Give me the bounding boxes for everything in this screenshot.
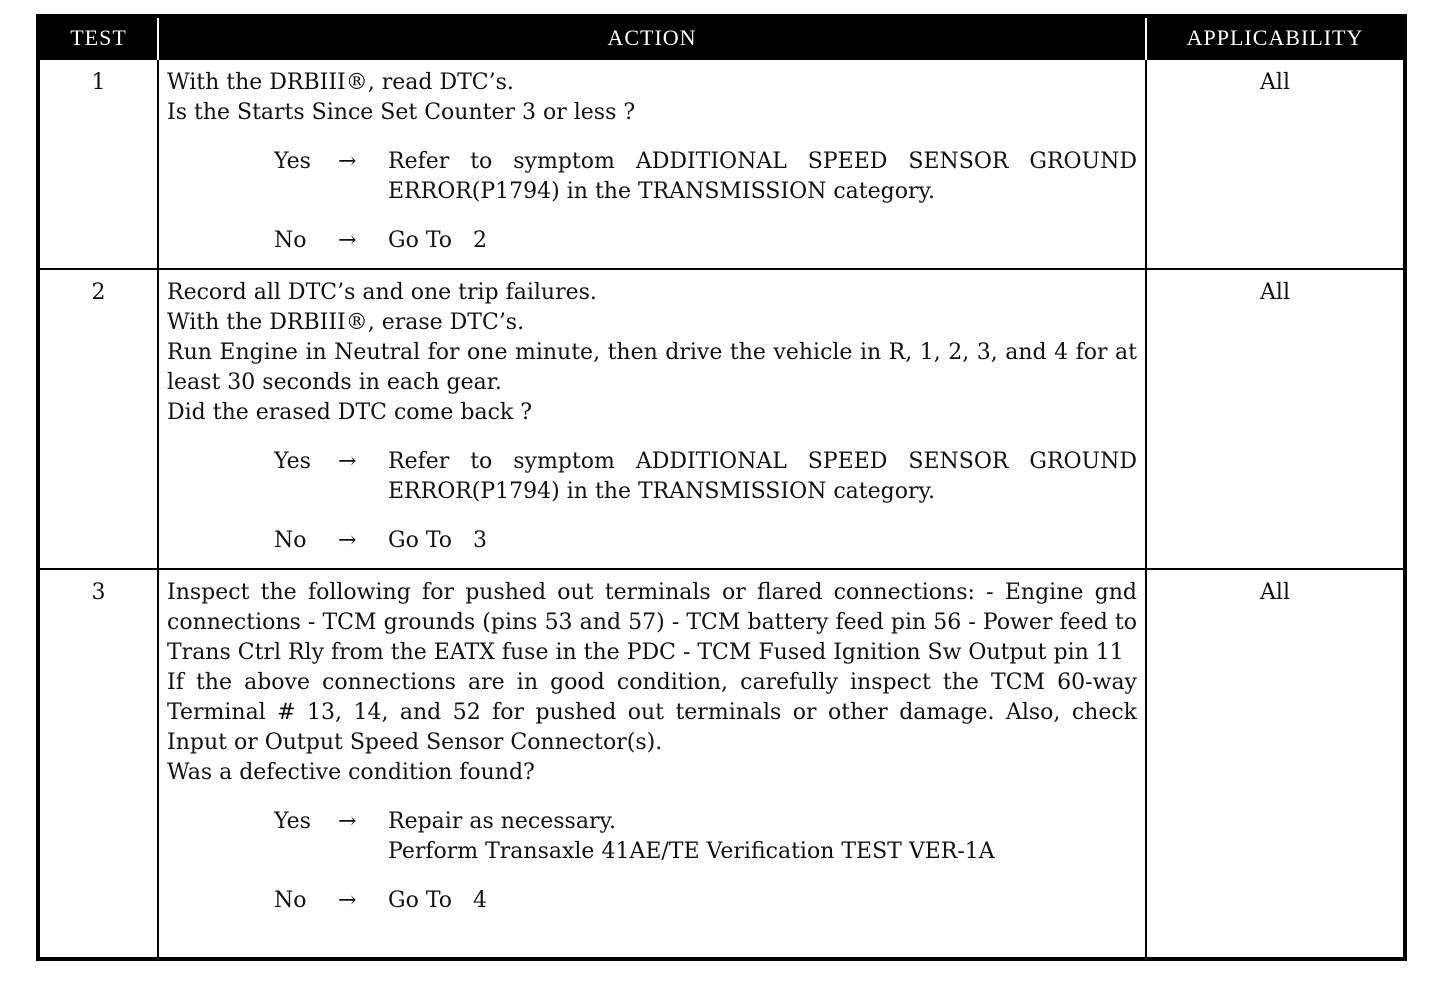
outcome-line: Refer to symptom ADDITIONAL SPEED SENSOR GROUND ERROR(P1794) in the TRANSMISSION category. bbox=[388, 149, 1137, 204]
test-number: 3 bbox=[38, 569, 158, 959]
header-action: ACTION bbox=[158, 16, 1146, 59]
test-number: 1 bbox=[38, 59, 158, 269]
no-label: No bbox=[274, 888, 307, 913]
action-cell bbox=[158, 269, 1146, 569]
action-line: Did the erased DTC come back ? bbox=[167, 400, 533, 425]
applicability-value: All bbox=[1146, 59, 1405, 269]
action-text bbox=[167, 68, 1137, 128]
yes-outcome bbox=[388, 807, 1137, 867]
arrow-right-icon: → bbox=[338, 449, 357, 474]
yes-result bbox=[274, 147, 1137, 207]
header-test: TEST bbox=[38, 16, 158, 59]
action-text bbox=[167, 578, 1137, 788]
applicability-value: All bbox=[1146, 569, 1405, 959]
yes-label: Yes bbox=[274, 149, 311, 174]
action-line: Run Engine in Neutral for one minute, then drive the vehicle in R, 1, 2, 3, and 4 for at least 30 seconds in each gear. bbox=[167, 340, 1137, 395]
arrow-right-icon: → bbox=[338, 149, 357, 174]
action-line: Inspect the following for pushed out terminals or flared connections: - Engine gnd connections - TCM grounds (pins 53 and 57) - TCM battery feed pin 56 - Power feed to Trans Ctrl Rly from the EATX fuse in the PDC - TCM Fused Ignition Sw Output pin 11 bbox=[167, 580, 1137, 665]
action-cell bbox=[158, 59, 1146, 269]
yes-label: Yes bbox=[274, 449, 311, 474]
yes-result bbox=[274, 807, 1137, 867]
action-line: Was a defective condition found? bbox=[167, 760, 535, 785]
test-number: 2 bbox=[38, 269, 158, 569]
outcome-line: Go To 3 bbox=[388, 528, 487, 553]
no-result bbox=[274, 226, 1137, 256]
arrow-right-icon: → bbox=[338, 888, 357, 913]
yes-label: Yes bbox=[274, 809, 311, 834]
no-result bbox=[274, 526, 1137, 556]
action-text bbox=[167, 278, 1137, 428]
no-outcome bbox=[388, 526, 1137, 556]
table-row bbox=[38, 569, 1405, 959]
applicability-value: All bbox=[1146, 269, 1405, 569]
outcome-line: Repair as necessary. bbox=[388, 809, 616, 834]
action-cell bbox=[158, 569, 1146, 959]
yes-result bbox=[274, 447, 1137, 507]
action-line: With the DRBIII®, erase DTC’s. bbox=[167, 310, 525, 335]
action-line: Record all DTC’s and one trip failures. bbox=[167, 280, 597, 305]
arrow-right-icon: → bbox=[338, 528, 357, 553]
table-row bbox=[38, 59, 1405, 269]
action-line: With the DRBIII®, read DTC’s. bbox=[167, 70, 514, 95]
arrow-right-icon: → bbox=[338, 809, 357, 834]
no-outcome bbox=[388, 226, 1137, 256]
outcome-line: Refer to symptom ADDITIONAL SPEED SENSOR GROUND ERROR(P1794) in the TRANSMISSION category. bbox=[388, 449, 1137, 504]
yes-outcome bbox=[388, 447, 1137, 507]
outcome-line: Go To 2 bbox=[388, 228, 487, 253]
outcome-line: Go To 4 bbox=[388, 888, 487, 913]
no-result bbox=[274, 886, 1137, 916]
no-label: No bbox=[274, 528, 307, 553]
table-row bbox=[38, 269, 1405, 569]
diagnostic-test-page bbox=[36, 14, 1403, 958]
outcome-line: Perform Transaxle 41AE/TE Verification TEST VER-1A bbox=[388, 839, 995, 864]
no-label: No bbox=[274, 228, 307, 253]
table-header-row bbox=[38, 16, 1405, 59]
diagnostic-test-table bbox=[36, 14, 1407, 961]
arrow-right-icon: → bbox=[338, 228, 357, 253]
yes-outcome bbox=[388, 147, 1137, 207]
action-line: If the above connections are in good condition, carefully inspect the TCM 60-way Terminal # 13, 14, and 52 for pushed out terminals or other damage. Also, check Input or Output Speed Sensor Connector(s). bbox=[167, 670, 1137, 755]
no-outcome bbox=[388, 886, 1137, 916]
header-applicability: APPLICABILITY bbox=[1146, 16, 1405, 59]
action-line: Is the Starts Since Set Counter 3 or less ? bbox=[167, 100, 636, 125]
